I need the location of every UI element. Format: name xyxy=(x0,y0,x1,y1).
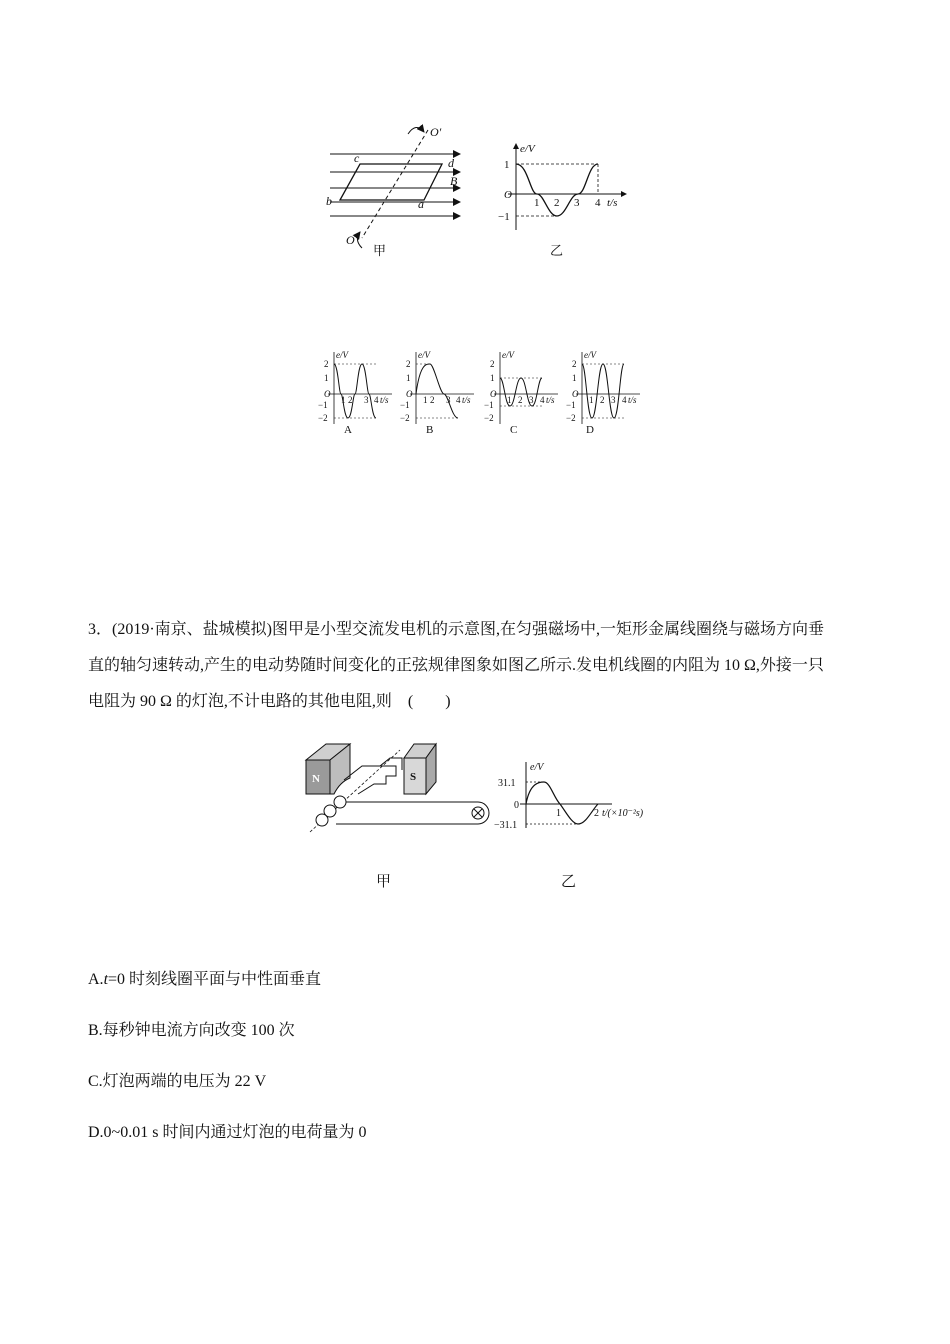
A-x4: 4 xyxy=(374,395,379,405)
label-c: c xyxy=(354,151,360,165)
C-x1: 1 xyxy=(507,395,512,405)
B-y1: 1 xyxy=(406,373,411,383)
choice-graph-D xyxy=(560,348,642,428)
yi-xtick-4: 4 xyxy=(595,197,601,209)
option-c: C.灯泡两端的电压为 22 V xyxy=(88,1073,267,1090)
B-ym1: −1 xyxy=(400,400,410,410)
D-xlabel: t/s xyxy=(628,395,637,405)
q3-origin: 0 xyxy=(514,800,519,811)
yi-origin: O xyxy=(504,189,512,201)
option-b: B.每秒钟电流方向改变 100 次 xyxy=(88,1022,295,1039)
choice-graph-B xyxy=(394,348,476,428)
A-xlabel: t/s xyxy=(380,395,389,405)
caption-jia-q3: 甲 xyxy=(376,874,392,890)
option-a xyxy=(88,970,321,990)
A-ym1: −1 xyxy=(318,400,328,410)
A-x2: 2 xyxy=(348,395,353,405)
yi-ylabel: e/V xyxy=(520,143,535,155)
choice-graph-C xyxy=(478,348,560,428)
option-a-prefix: A. xyxy=(88,971,104,988)
figure-jia-coil xyxy=(320,120,470,260)
label-O: O xyxy=(346,233,355,247)
option-a-text: =0 时刻线圈平面与中性面垂直 xyxy=(108,971,322,988)
question-line-1: 3．(2019·南京、盐城模拟)图甲是小型交流发电机的示意图,在匀强磁场中,一矩形金属线圈绕与磁场方向垂 xyxy=(88,621,824,638)
caption-yi-q3: 乙 xyxy=(561,874,577,890)
D-x1: 1 xyxy=(589,395,594,405)
caption-yi-top: 乙 xyxy=(550,243,564,258)
D-x4: 4 xyxy=(622,395,627,405)
A-origin: O xyxy=(324,389,331,399)
magnet-n-label: N xyxy=(312,773,320,785)
q3-ylabel: e/V xyxy=(530,762,544,773)
q3-xlabel: t/(×10⁻²s) xyxy=(602,808,644,819)
q3-ymin: −31.1 xyxy=(494,820,518,830)
B-y2: 2 xyxy=(406,359,411,369)
C-x3: 3 xyxy=(529,395,534,405)
B-x3: 3 xyxy=(446,395,451,405)
C-ym2: −2 xyxy=(484,413,494,423)
choice-letter-C: C xyxy=(510,424,518,436)
choice-letter-B: B xyxy=(426,424,434,436)
label-d: d xyxy=(448,156,454,170)
B-x4: 4 xyxy=(456,395,461,405)
A-y2: 2 xyxy=(324,359,329,369)
B-ym2: −2 xyxy=(400,413,410,423)
D-ym2: −2 xyxy=(566,413,576,423)
q3-ymax: 31.1 xyxy=(498,778,516,789)
yi-xtick-1: 1 xyxy=(534,197,540,209)
label-B: B xyxy=(450,174,458,188)
D-x2: 2 xyxy=(600,395,605,405)
B-ylabel: e/V xyxy=(418,350,430,360)
yi-xtick-3: 3 xyxy=(574,197,580,209)
A-x3: 3 xyxy=(364,395,369,405)
choice-letter-A: A xyxy=(344,424,352,436)
B-origin: O xyxy=(406,389,413,399)
C-ym1: −1 xyxy=(484,400,494,410)
yi-xlabel: t/s xyxy=(607,197,618,209)
figure-generator xyxy=(300,738,495,838)
A-y1: 1 xyxy=(324,373,329,383)
B-x1: 1 xyxy=(423,395,428,405)
D-ylabel: e/V xyxy=(584,350,596,360)
option-d: D.0~0.01 s 时间内通过灯泡的电荷量为 0 xyxy=(88,1124,367,1141)
D-x3: 3 xyxy=(611,395,616,405)
label-a: a xyxy=(418,197,424,211)
D-y2: 2 xyxy=(572,359,577,369)
choice-letter-D: D xyxy=(586,424,594,436)
C-origin: O xyxy=(490,389,497,399)
C-ylabel: e/V xyxy=(502,350,514,360)
yi-xtick-2: 2 xyxy=(554,197,560,209)
D-y1: 1 xyxy=(572,373,577,383)
D-origin: O xyxy=(572,389,579,399)
q3-x2: 2 xyxy=(594,808,599,819)
question-line-2: 直的轴匀速转动,产生的电动势随时间变化的正弦规律图象如图乙所示.发电机线圈的内阻为 10 Ω,外接一只 xyxy=(88,657,824,674)
A-ylabel: e/V xyxy=(336,350,348,360)
C-y2: 2 xyxy=(490,359,495,369)
C-xlabel: t/s xyxy=(546,395,555,405)
B-x2: 2 xyxy=(430,395,435,405)
q3-x1: 1 xyxy=(556,808,561,819)
magnet-s-label: S xyxy=(410,771,417,783)
label-b: b xyxy=(326,194,332,208)
caption-jia-top: 甲 xyxy=(373,243,387,258)
yi-ytick-1: 1 xyxy=(504,159,510,171)
A-x1: 1 xyxy=(341,395,346,405)
D-ym1: −1 xyxy=(566,400,576,410)
yi-ytick-m1: −1 xyxy=(498,211,510,223)
B-xlabel: t/s xyxy=(462,395,471,405)
figure-q3-graph xyxy=(494,758,654,830)
A-ym2: −2 xyxy=(318,413,328,423)
choice-graph-A xyxy=(312,348,394,428)
C-x4: 4 xyxy=(540,395,545,405)
figure-yi-graph xyxy=(494,138,634,238)
C-y1: 1 xyxy=(490,373,495,383)
choice-graphs-row xyxy=(312,348,642,440)
label-O-prime: O′ xyxy=(430,125,442,139)
question-line-3: 电阻为 90 Ω 的灯泡,不计电路的其他电阻,则 ( ) xyxy=(88,693,451,710)
option-a-t: t xyxy=(103,971,109,988)
C-x2: 2 xyxy=(518,395,523,405)
